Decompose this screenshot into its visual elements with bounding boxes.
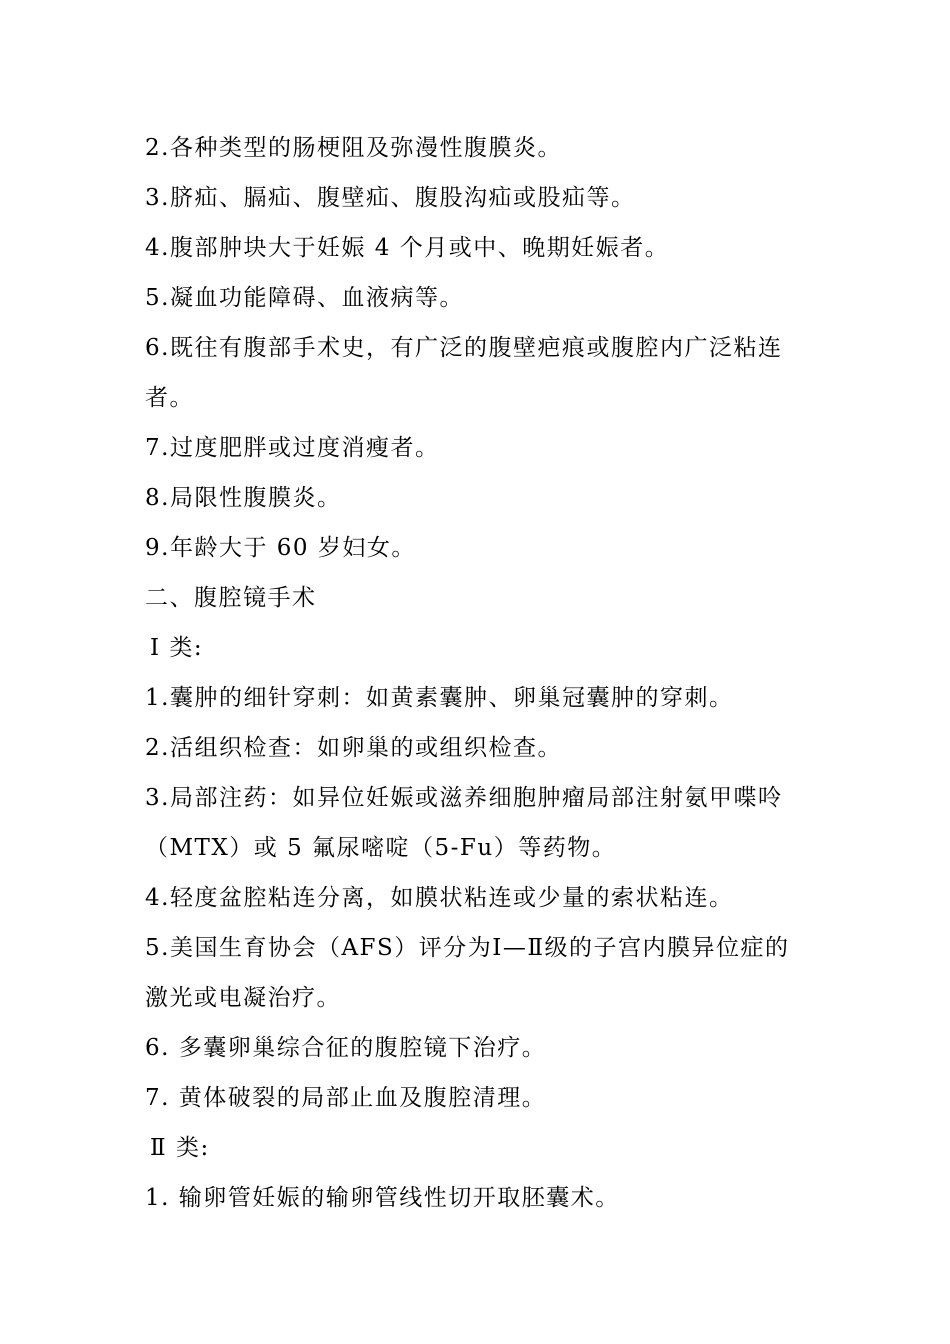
text-line: 2.活组织检查：如卵巢的或组织检查。 <box>145 735 562 761</box>
text-line: 6.既往有腹部手术史，有广泛的腹壁疤痕或腹腔内广泛粘连 <box>145 335 783 361</box>
text-line: 5.美国生育协会（AFS）评分为Ⅰ—Ⅱ级的子宫内膜异位症的 <box>145 935 790 961</box>
text-line: 4.轻度盆腔粘连分离，如膜状粘连或少量的索状粘连。 <box>145 885 734 911</box>
text-line: 4.腹部肿块大于妊娠 4 个月或中、晚期妊娠者。 <box>145 235 670 261</box>
section-heading: 二、腹腔镜手术 <box>145 585 317 611</box>
text-line: 者。 <box>145 385 194 411</box>
text-line: 2.各种类型的肠梗阻及弥漫性腹膜炎。 <box>145 135 562 161</box>
text-line: 7.过度肥胖或过度消瘦者。 <box>145 435 440 461</box>
text-line: （MTX）或 5 氟尿嘧啶（5-Fu）等药物。 <box>145 835 617 861</box>
text-line: 激光或电凝治疗。 <box>145 985 341 1011</box>
text-line: 8.局限性腹膜炎。 <box>145 485 342 511</box>
category-heading: Ⅱ 类: <box>150 1135 210 1161</box>
text-line: 6. 多囊卵巢综合征的腹腔镜下治疗。 <box>145 1035 547 1061</box>
text-line: 3.脐疝、膈疝、腹壁疝、腹股沟疝或股疝等。 <box>145 185 636 211</box>
text-line: 5.凝血功能障碍、血液病等。 <box>145 285 464 311</box>
text-line: 3.局部注药：如异位妊娠或滋养细胞肿瘤局部注射氨甲喋呤 <box>145 785 783 811</box>
text-line: 7. 黄体破裂的局部止血及腹腔清理。 <box>145 1085 547 1111</box>
text-line: 9.年龄大于 60 岁妇女。 <box>145 535 416 561</box>
category-heading: Ⅰ 类: <box>150 635 204 661</box>
text-line: 1.囊肿的细针穿刺：如黄素囊肿、卵巢冠囊肿的穿刺。 <box>145 685 734 711</box>
text-line: 1. 输卵管妊娠的输卵管线性切开取胚囊术。 <box>145 1185 620 1211</box>
